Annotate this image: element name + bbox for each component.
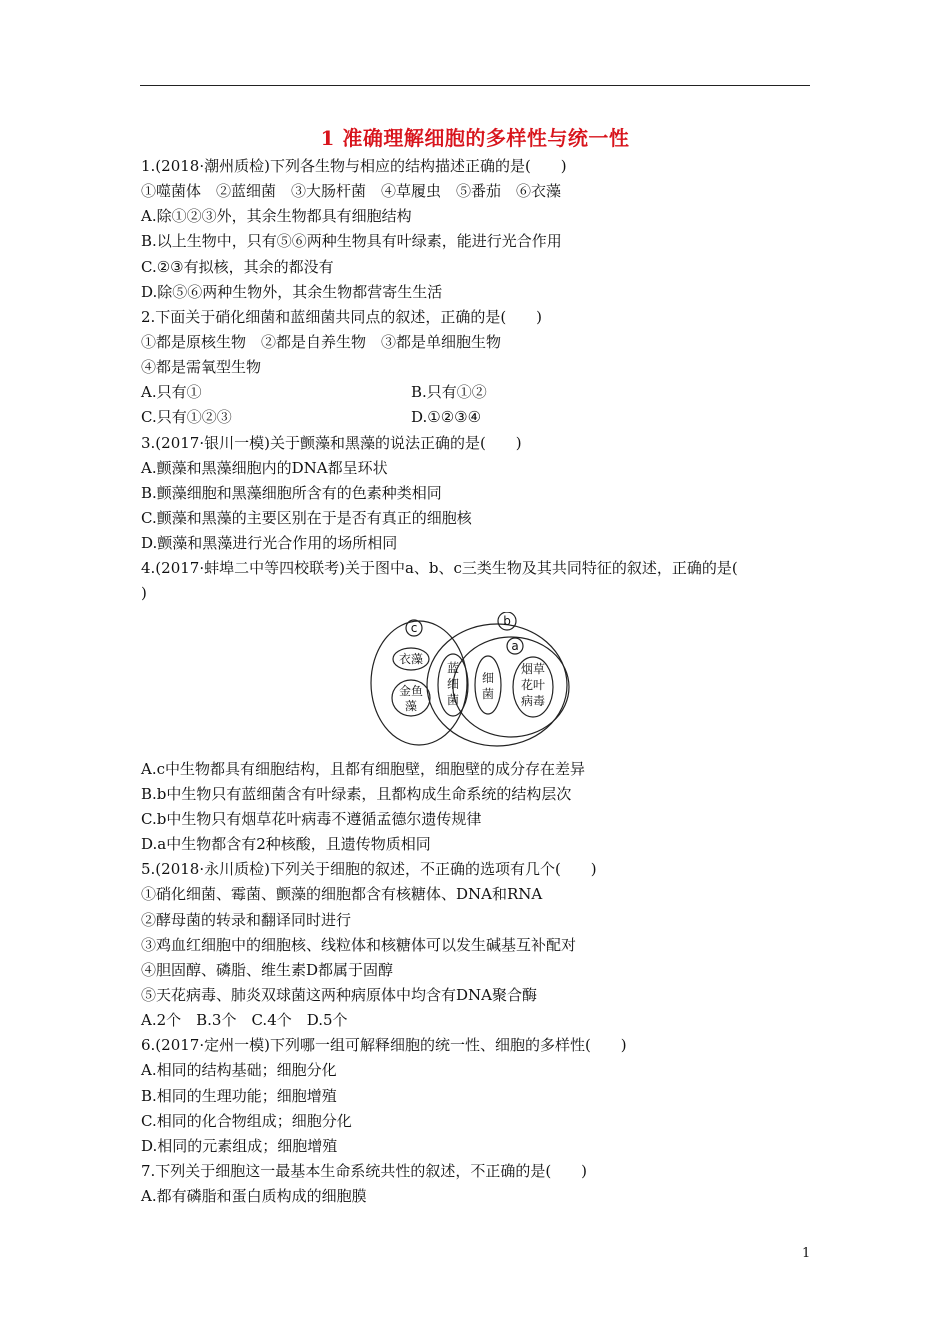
q1-stem: 1.(2018·潮州质检)下列各生物与相应的结构描述正确的是( ) <box>141 157 567 175</box>
q2-stem: 2.下面关于硝化细菌和蓝细菌共同点的叙述，正确的是( ) <box>141 308 543 326</box>
text-jinyuzao-2: 藻 <box>404 699 418 713</box>
q4-option-b: B.b中生物只有蓝细菌含有叶绿素，且都构成生命系统的结构层次 <box>141 785 572 803</box>
venn-diagram <box>370 612 576 750</box>
q1-items: ①噬菌体 ②蓝细菌 ③大肠杆菌 ④草履虫 ⑤番茄 ⑥衣藻 <box>141 182 562 200</box>
q1-option-c: C.②③有拟核，其余的都没有 <box>141 258 334 276</box>
q7-option-a: A.都有磷脂和蛋白质构成的细胞膜 <box>141 1187 367 1205</box>
q4-option-d: D.a中生物都含有2种核酸，且遗传物质相同 <box>141 835 431 853</box>
text-yancao-3: 病毒 <box>520 694 546 708</box>
q3-stem: 3.(2017·银川一模)关于颤藻和黑藻的说法正确的是( ) <box>141 434 522 452</box>
q2-option-d: D.①②③④ <box>411 408 482 426</box>
q5-item-2: ②酵母菌的转录和翻译同时进行 <box>141 911 352 929</box>
q6-option-b: B.相同的生理功能；细胞增殖 <box>141 1087 337 1105</box>
q3-option-b: B.颤藻细胞和黑藻细胞所含有的色素种类相同 <box>141 484 442 502</box>
oval-xijun <box>475 656 501 714</box>
q5-item-4: ④胆固醇、磷脂、维生素D都属于固醇 <box>141 961 394 979</box>
text-lanxijun-2: 细 <box>446 677 460 691</box>
q2-items: ①都是原核生物 ②都是自养生物 ③都是单细胞生物 <box>141 333 502 351</box>
text-yancao-2: 花叶 <box>520 678 546 692</box>
text-lanxijun-1: 蓝 <box>446 661 460 675</box>
q2-option-b: B.只有①② <box>411 383 487 401</box>
q2-item-4: ④都是需氧型生物 <box>141 358 262 376</box>
text-yizao: 衣藻 <box>398 652 424 666</box>
q6-option-d: D.相同的元素组成；细胞增殖 <box>141 1137 338 1155</box>
q1-option-a: A.除①②③外，其余生物都具有细胞结构 <box>141 207 412 225</box>
q3-option-d: D.颤藻和黑藻进行光合作用的场所相同 <box>141 534 398 552</box>
text-xijun-2: 菌 <box>481 687 495 701</box>
q5-item-1: ①硝化细菌、霉菌、颤藻的细胞都含有核糖体、DNA和RNA <box>141 885 543 903</box>
q3-option-c: C.颤藻和黑藻的主要区别在于是否有真正的细胞核 <box>141 509 472 527</box>
q4-stem-cont: ) <box>141 584 147 602</box>
q2-option-a: A.只有① <box>141 383 202 401</box>
text-jinyuzao-1: 金鱼 <box>398 684 424 698</box>
q4-option-c: C.b中生物只有烟草花叶病毒不遵循孟德尔遗传规律 <box>141 810 482 828</box>
page-title: 1 准确理解细胞的多样性与统一性 <box>320 126 630 150</box>
label-a: a <box>511 639 519 653</box>
q2-option-c: C.只有①②③ <box>141 408 232 426</box>
q1-option-d: D.除⑤⑥两种生物外，其余生物都营寄生生活 <box>141 283 443 301</box>
label-b: b <box>503 614 511 628</box>
page-number: 1 <box>802 1246 811 1261</box>
q5-item-5: ⑤天花病毒、肺炎双球菌这两种病原体中均含有DNA聚合酶 <box>141 986 537 1004</box>
q4-option-a: A.c中生物都具有细胞结构，且都有细胞壁，细胞壁的成分存在差异 <box>141 760 586 778</box>
text-lanxijun-3: 菌 <box>446 693 460 707</box>
label-c: c <box>410 621 418 635</box>
q7-stem: 7.下列关于细胞这一最基本生命系统共性的叙述，不正确的是( ) <box>141 1162 588 1180</box>
q5-options: A.2个 B.3个 C.4个 D.5个 <box>141 1011 348 1029</box>
q4-stem: 4.(2017·蚌埠二中等四校联考)关于图中a、b、c三类生物及其共同特征的叙述，正确的是( <box>141 559 738 577</box>
q6-stem: 6.(2017·定州一模)下列哪一组可解释细胞的统一性、细胞的多样性( ) <box>141 1036 627 1054</box>
q5-stem: 5.(2018·永川质检)下列关于细胞的叙述，不正确的选项有几个( ) <box>141 860 597 878</box>
q3-option-a: A.颤藻和黑藻细胞内的DNA都呈环状 <box>141 459 388 477</box>
q6-option-a: A.相同的结构基础；细胞分化 <box>141 1061 337 1079</box>
q1-option-b: B.以上生物中，只有⑤⑥两种生物具有叶绿素，能进行光合作用 <box>141 232 562 250</box>
header-rule <box>140 85 810 86</box>
q6-option-c: C.相同的化合物组成；细胞分化 <box>141 1112 352 1130</box>
text-yancao-1: 烟草 <box>520 662 546 676</box>
text-xijun-1: 细 <box>481 671 495 685</box>
q5-item-3: ③鸡血红细胞中的细胞核、线粒体和核糖体可以发生碱基互补配对 <box>141 936 577 954</box>
